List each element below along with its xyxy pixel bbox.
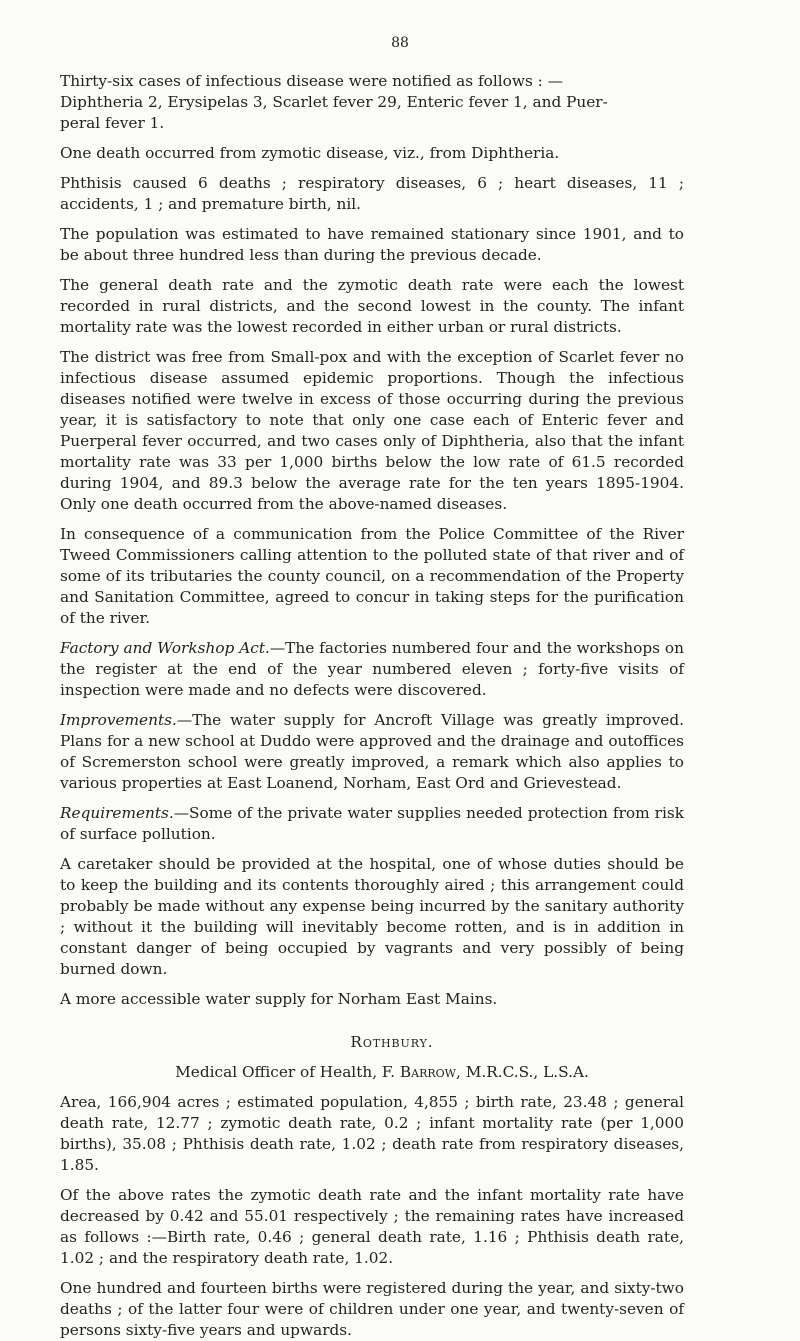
- improvements-text: —The water supply for Ancroft Village was greatly improved. Plans for a new school at Duddo were approved and the drainage and outoffices of Scremerston school were greatly improved, a remark which also applies to various properties at East Loanend, Norham, East Ord and Grievestead.: [60, 711, 684, 792]
- paragraph-improvements: [60, 710, 684, 794]
- paragraph-rothbury-statistics: Area, 166,904 acres ; estimated population, 4,855 ; birth rate, 23.48 ; general death rate, 12.77 ; zymotic death rate, 0.2 ; infant mortality rate (per 1,000 births), 35.08 ; Phthisis death rate, 1.02 ; death rate from respiratory diseases, 1.85.: [60, 1093, 684, 1174]
- paragraph-water-supply: A more accessible water supply for Norham East Mains.: [60, 990, 498, 1008]
- page-number: 88: [391, 35, 409, 51]
- medical-officer-line: [60, 1062, 684, 1083]
- paragraph-smallpox: The district was free from Small-pox and with the exception of Scarlet fever no infectious disease assumed epidemic proportions. Though the infectious diseases notified were twelve in excess of those occurring during the previous year, it is satisfactory to note that only one case each of Enteric fever and Puerperal fever occurred, and two cases only of Diphtheria, also that the infant mortality rate was 33 per 1,000 births below the low rate of 61.5 recorded during 1904, and 89.3 below the average rate for the ten years 1895-1904. Only one death occurred from the above-named diseases.: [60, 348, 684, 513]
- paragraph-requirements: [60, 803, 684, 845]
- requirements-text: —Some of the private water supplies needed protection from risk of surface pollution.: [60, 804, 684, 843]
- factory-heading: Factory and Workshop Act.: [60, 639, 270, 657]
- paragraph-rothbury-births: One hundred and fourteen births were registered during the year, and sixty-two deaths ; of the latter four were of children under one year, and twenty-seven of persons sixty-five years and upwards.: [60, 1279, 684, 1339]
- paragraph-death-rates: The general death rate and the zymotic death rate were each the lowest recorded in rural districts, and the second lowest in the county. The infant mortality rate was the lowest recorded in either urban or rural districts.: [60, 276, 684, 336]
- improvements-heading: Improvements.: [60, 711, 177, 729]
- paragraph-zymotic-death: One death occurred from zymotic disease, viz., from Diphtheria.: [60, 144, 560, 162]
- intro-line-1: Thirty-six cases of infectious disease were notified as follows : —: [60, 72, 563, 90]
- paragraph-rothbury-rate-changes: Of the above rates the zymotic death rate and the infant mortality rate have decreased by 0.42 and 55.01 respectively ; the remaining rates have increased as follows :—Birth rate, 0.46 ; general death rate, 1.16 ; Phthisis death rate, 1.02 ; and the respiratory death rate, 1.02.: [60, 1186, 684, 1267]
- mo-name: Barrow: [399, 1063, 456, 1081]
- section-heading-rothbury: Rothbury.: [350, 1033, 434, 1051]
- paragraph-factory: [60, 638, 684, 701]
- factory-text: —The factories numbered four and the workshops on the register at the end of the year numbered eleven ; forty-five visits of inspection were made and no defects were discovered.: [60, 639, 684, 699]
- paragraph-phthisis: Phthisis caused 6 deaths ; respiratory diseases, 6 ; heart diseases, 11 ; accidents, 1 ; and premature birth, nil.: [60, 174, 684, 213]
- paragraph-river-tweed: In consequence of a communication from the Police Committee of the River Tweed Commissioners calling attention to the polluted state of that river and of some of its tributaries the county council, on a recommendation of the Property and Sanitation Committee, agreed to concur in taking steps for the purification of the river.: [60, 525, 684, 627]
- paragraph-population: The population was estimated to have remained stationary since 1901, and to be about three hundred less than during the previous decade.: [60, 225, 684, 264]
- intro-line-3: peral fever 1.: [60, 114, 165, 132]
- paragraph-caretaker: A caretaker should be provided at the hospital, one of whose duties should be to keep the building and its contents thoroughly aired ; this arrangement could probably be made without any expense being incurred by the sanitary authority ; without it the building will inevitably become rotten, and is in addition in constant danger of being occupied by vagrants and very possibly of being burned down.: [60, 855, 684, 978]
- intro-line-2: Diphtheria 2, Erysipelas 3, Scarlet fever 29, Enteric fever 1, and Puer-: [60, 93, 608, 111]
- requirements-heading: Requirements.: [60, 804, 174, 822]
- mo-suffix: , M.R.C.S., L.S.A.: [455, 1063, 589, 1081]
- mo-prefix: Medical Officer of Health, F.: [175, 1063, 400, 1081]
